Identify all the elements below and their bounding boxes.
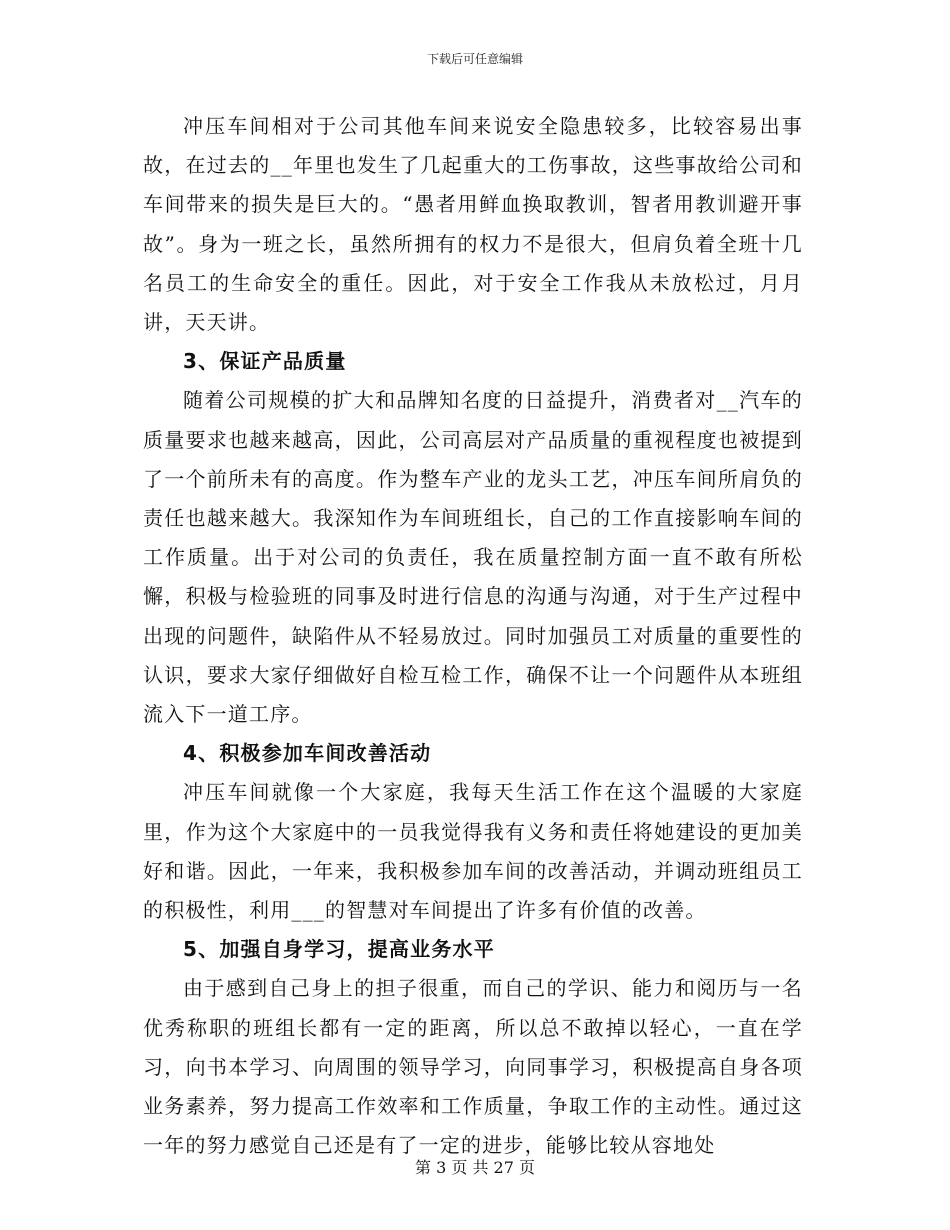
paragraph-safety: 冲压车间相对于公司其他车间来说安全隐患较多，比较容易出事故，在过去的__年里也发生了几起重大的工伤事故，这些事故给公司和车间带来的损失是巨大的。“愚者用鲜血换取教训，智者用教训避开事故”。身为一班之长，虽然所拥有的权力不是很大，但肩负着全班十几名员工的生命安全的重任。因此，对于安全工作我从未放松过，月月讲，天天讲。: [143, 114, 803, 335]
paragraph-improvement: 冲压车间就像一个大家庭，我每天生活工作在这个温暖的大家庭里，作为这个大家庭中的一员我觉得我有义务和责任将她建设的更加美好和谐。因此，一年来，我积极参加车间的改善活动，并调动班组员工的积极性，利用___的智慧对车间提出了许多有价值的改善。: [143, 780, 803, 923]
page-footer: 第 3 页 共 27 页: [415, 1158, 535, 1177]
page-header: 下载后可任意编辑: [426, 52, 523, 66]
paragraph-quality: 随着公司规模的扩大和品牌知名度的日益提升，消费者对__汽车的质量要求也越来越高，因此，公司高层对产品质量的重视程度也被提到了一个前所未有的高度。作为整车产业的龙头工艺，冲压车间所肩负的责任也越来越大。我深知作为车间班组长，自己的工作直接影响车间的工作质量。出于对公司的负责任，我在质量控制方面一直不敢有所松懈，积极与检验班的同事及时进行信息的沟通与沟通，对于生产过程中出现的问题件，缺陷件从不轻易放过。同时加强员工对质量的重要性的认识，要求大家仔细做好自检互检工作，确保不让一个问题件从本班组流入下一道工序。: [143, 388, 803, 727]
paragraph-learning: 由于感到自己身上的担子很重，而自己的学识、能力和阅历与一名优秀称职的班组长都有一定的距离，所以总不敢掉以轻心，一直在学习，向书本学习、向周围的领导学习，向同事学习，积极提高自身各项业务素养，努力提高工作效率和工作质量，争取工作的主动性。通过这一年的努力感觉自己还是有了一定的进步，能够比较从容地处: [143, 976, 803, 1158]
document-body: [143, 107, 803, 1165]
section-heading-improvement: 4、积极参加车间改善活动: [183, 741, 432, 766]
section-heading-learning: 5、加强自身学习，提高业务水平: [183, 937, 495, 962]
section-heading-quality: 3、保证产品质量: [183, 349, 347, 374]
